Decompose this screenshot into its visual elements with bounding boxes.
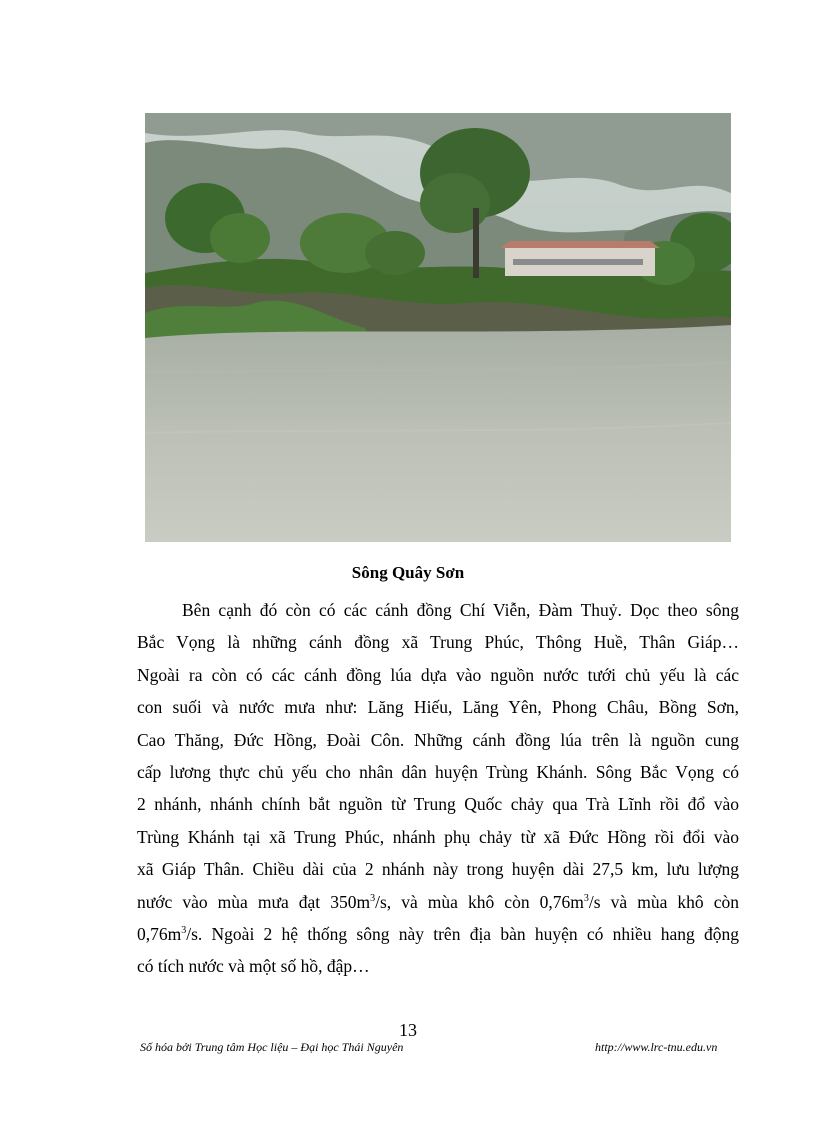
body-line: Ngoài ra còn có các cánh đồng lúa dựa vào nguồn nước tưới chủ yếu là các — [137, 664, 739, 685]
body-line: Cao Thăng, Đức Hồng, Đoài Côn. Những cánh đồng lúa trên là nguồn cung — [137, 729, 739, 750]
superscript: 3 — [181, 925, 187, 937]
figure-caption: Sông Quây Sơn — [351, 563, 465, 582]
body-line: cấp lương thực chủ yếu cho nhân dân huyện Trùng Khánh. Sông Bắc Vọng có — [137, 762, 739, 783]
footer-url: http://www.lrc-tnu.edu.vn — [595, 1040, 718, 1054]
body-line — [137, 886, 739, 918]
superscript: 3 — [370, 892, 376, 904]
body-line: có tích nước và một số hồ, đập… — [137, 956, 370, 977]
body-line: con suối và nước mưa như: Lăng Hiếu, Lăng Yên, Phong Châu, Bồng Sơn, — [137, 697, 739, 718]
body-text-segment: /s, và mùa khô còn 0,76m — [375, 891, 584, 912]
superscript: 3 — [583, 892, 589, 904]
river-photo — [145, 113, 731, 542]
body-text-segment: /s. Ngoài 2 hệ thống sông này trên địa bàn huyện có nhiều hang động — [186, 924, 739, 945]
body-text-segment: /s và mùa khô còn — [588, 891, 739, 912]
body-text-segment: nước vào mùa mưa đạt 350m — [137, 891, 371, 912]
body-paragraph — [137, 594, 739, 983]
body-text-segment: 0,76m — [137, 924, 182, 945]
page-number: 13 — [399, 1020, 417, 1040]
body-line: 2 nhánh, nhánh chính bắt nguồn từ Trung Quốc chảy qua Trà Lĩnh rồi đổ vào — [137, 794, 739, 815]
body-line: Trùng Khánh tại xã Trung Phúc, nhánh phụ chảy từ xã Đức Hồng rồi đổi vào — [137, 826, 739, 847]
body-line: Bên cạnh đó còn có các cánh đồng Chí Viễn, Đàm Thuỷ. Dọc theo sông — [182, 600, 739, 620]
footer-credit: Số hóa bởi Trung tâm Học liệu – Đại học Thái Nguyên — [140, 1040, 404, 1054]
body-line — [137, 918, 739, 950]
body-line: Bắc Vọng là những cánh đồng xã Trung Phúc, Thông Huề, Thân Giáp… — [137, 632, 739, 653]
body-line: xã Giáp Thân. Chiều dài của 2 nhánh này trong huyện dài 27,5 km, lưu lượng — [137, 859, 739, 880]
